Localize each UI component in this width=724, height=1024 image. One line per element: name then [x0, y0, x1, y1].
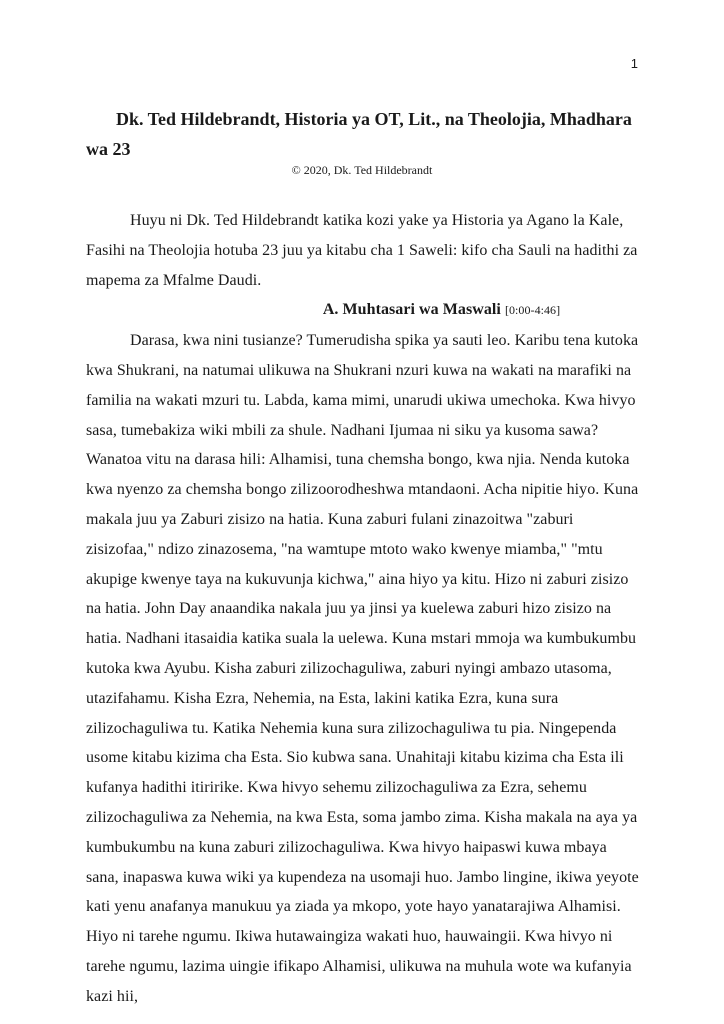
- body-paragraph: Darasa, kwa nini tusianze? Tumerudisha spika ya sauti leo. Karibu tena kutoka kwa Shukrani, na natumai ulikuwa na Shukrani nzuri kuwa na wakati na marafiki na familia na wakati mzuri tu. Labda, kama mimi, unarudi ukiwa umechoka. Kwa hivyo sasa, tumebakiza wiki mbili za shule. Nadhani Ijumaa ni siku ya kusoma sawa? Wanatoa vitu na darasa hili: Alhamisi, tuna chemsha bongo, kwa njia. Nenda kutoka kwa nyenzo za chemsha bongo zilizoorodheshwa mtandaoni. Acha nipitie hiyo. Kuna makala juu ya Zaburi zisizo na hatia. Kuna zaburi fulani zinazoitwa "zaburi zisizofaa," ndizo zinazosema, "na wamtupe mtoto wako kwenye miamba," "mtu akupige kwenye taya na kukuvunja kichwa," aina hiyo ya kitu. Hizo ni zaburi zisizo na hatia. John Day anaandika nakala juu ya jinsi ya kuelewa zaburi hizo zisizo na hatia. Nadhani itasaidia katika suala la uelewa. Kuna mstari mmoja wa kumbukumbu kutoka kwa Ayubu. Kisha zaburi zilizochaguliwa, zaburi nyingi ambazo utasoma, utazifahamu. Kisha Ezra, Nehemia, na Esta, lakini katika Ezra, kuna sura zilizochaguliwa tu. Katika Nehemia kuna sura zilizochaguliwa tu pia. Ningependa usome kitabu kizima cha Esta. Sio kubwa sana. Unahitaji kitabu kizima cha Esta ili kufanya hadithi itiririke. Kwa hivyo sehemu zilizochaguliwa za Ezra, sehemu zilizochaguliwa za Nehemia, na kwa Esta, soma jambo zima. Kisha makala na aya ya kumbukumbu na kuna zaburi zilizochaguliwa. Kwa hivyo haipaswi kuwa mbaya sana, inapaswa kuwa wiki ya kupendeza na usomaji huo. Jambo lingine, ikiwa yeyote kati yenu anafanya manukuu ya ziada ya mkopo, yote hayo yanatarajiwa Alhamisi. Hiyo ni tarehe ngumu. Ikiwa hutawaingiza wakati huo, hauwaingii. Kwa hivyo ni tarehe ngumu, lazima uingie ifikapo Alhamisi, ulikuwa na muhula wote wa kufanyia kazi hii,: [86, 332, 639, 1005]
- section-timestamp: [0:00-4:46]: [504, 303, 561, 318]
- section-heading-text: A. Muhtasari wa Maswali: [322, 301, 501, 319]
- page-number: 1: [630, 56, 638, 71]
- intro-paragraph: Huyu ni Dk. Ted Hildebrandt katika kozi yake ya Historia ya Agano la Kale, Fasihi na Theolojia hotuba 23 juu ya kitabu cha 1 Saweli: kifo cha Sauli na hadithi za mapema za Mfalme Daudi.: [86, 212, 638, 289]
- document-title: Dk. Ted Hildebrandt, Historia ya OT, Lit., na Theolojia, Mhadhara wa 23: [86, 109, 632, 159]
- document-body: [86, 206, 642, 1012]
- copyright-notice: © 2020, Dk. Ted Hildebrandt: [291, 163, 433, 177]
- section-heading: [86, 295, 642, 326]
